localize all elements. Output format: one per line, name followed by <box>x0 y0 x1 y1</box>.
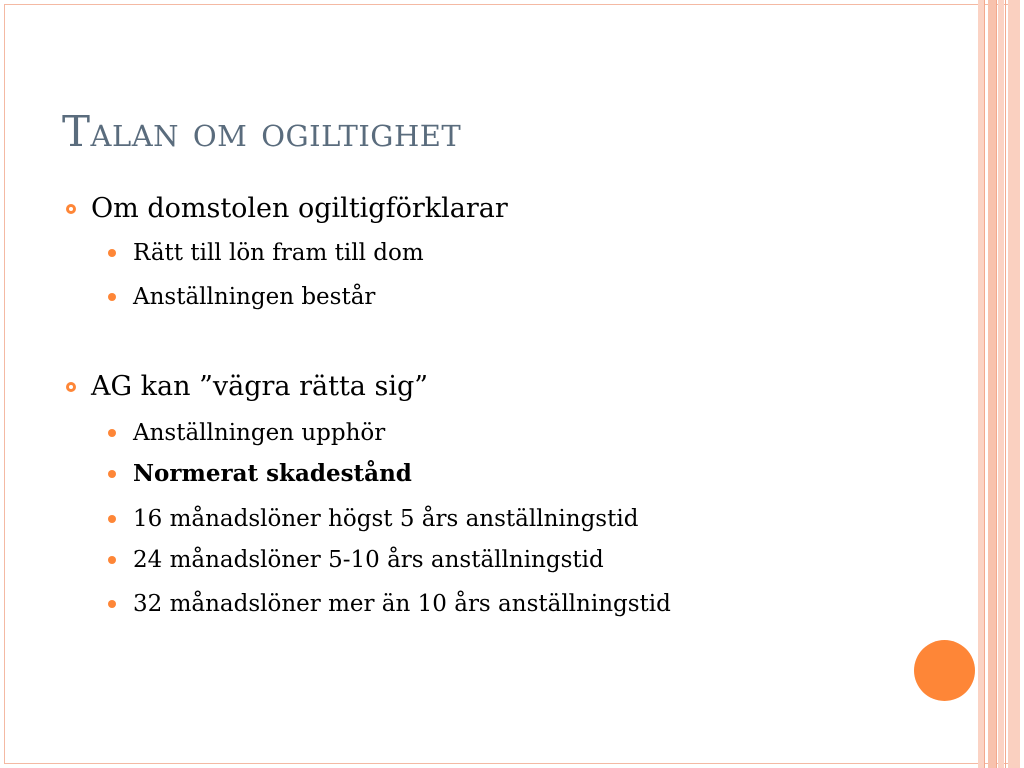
list-item-text: 16 månadslöner högst 5 års anställningstid <box>133 506 639 532</box>
decorative-stripe-line <box>996 0 997 768</box>
list-item-text: Anställningen består <box>133 284 376 310</box>
dot-bullet-icon <box>108 600 116 608</box>
section-heading: AG kan ”vägra rätta sig” <box>91 371 429 402</box>
list-item <box>108 589 671 619</box>
dot-bullet-icon <box>108 293 116 301</box>
dot-bullet-icon <box>108 515 116 523</box>
decorative-stripe-line <box>984 0 985 768</box>
dot-bullet-icon <box>108 429 116 437</box>
list-item-text: Normerat skadestånd <box>133 460 412 487</box>
decorative-stripe <box>988 0 996 768</box>
list-item <box>108 282 375 312</box>
decorative-stripe <box>998 0 1004 768</box>
slide-title: Talan om ogiltighet <box>62 107 462 156</box>
dot-bullet-icon <box>108 470 116 478</box>
list-item <box>108 238 424 268</box>
section-heading: Om domstolen ogiltigförklarar <box>91 193 508 224</box>
section-heading-bullet <box>66 370 428 404</box>
list-item-text: Anställningen upphör <box>133 420 386 446</box>
decorative-circle <box>914 640 975 701</box>
dot-bullet-icon <box>108 556 116 564</box>
list-item-text: 32 månadslöner mer än 10 års anställningstid <box>133 591 671 617</box>
decorative-stripe <box>1008 0 1020 768</box>
dot-bullet-icon <box>108 249 116 257</box>
section-heading-bullet <box>66 192 508 226</box>
ring-bullet-icon <box>66 204 76 214</box>
list-item <box>108 459 412 489</box>
list-item <box>108 418 385 448</box>
list-item-text: Rätt till lön fram till dom <box>133 240 424 266</box>
list-item-text: 24 månadslöner 5-10 års anställningstid <box>133 547 604 573</box>
list-item <box>108 504 638 534</box>
list-item <box>108 545 604 575</box>
decorative-stripe-line <box>1005 0 1006 768</box>
ring-bullet-icon <box>66 382 76 392</box>
